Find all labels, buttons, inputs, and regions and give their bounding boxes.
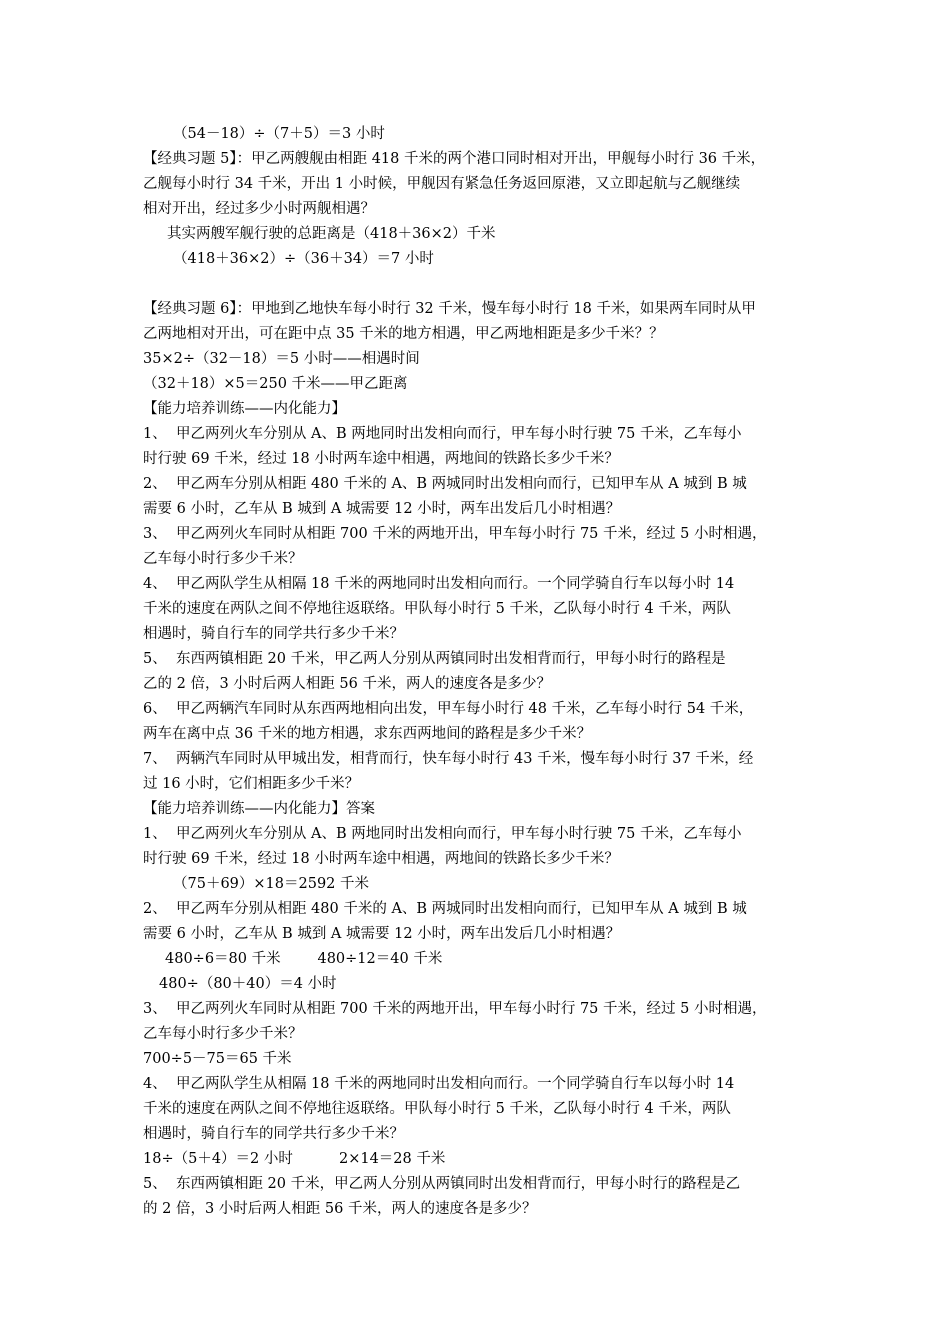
text-line: 4、 甲乙两队学生从相隔 18 千米的两地同时出发相向而行。一个同学骑自行车以每小时 14	[143, 1076, 735, 1092]
text-line: 千米的速度在两队之间不停地往返联络。甲队每小时行 5 千米，乙队每小时行 4 千米，两队	[143, 601, 731, 617]
text-line: 时行驶 69 千米，经过 18 小时两车途中相遇，两地间的铁路长多少千米？	[143, 851, 619, 867]
text-line: 乙的 2 倍，3 小时后两人相距 56 千米，两人的速度各是多少？	[143, 676, 551, 692]
text-line: 6、 甲乙两辆汽车同时从东西两地相向出发，甲车每小时行 48 千米，乙车每小时行 54 千米，	[143, 701, 754, 717]
text-line: 的 2 倍，3 小时后两人相距 56 千米，两人的速度各是多少？	[143, 1201, 537, 1217]
text-line: 需要 6 小时，乙车从 B 城到 A 城需要 12 小时，两车出发后几小时相遇？	[143, 926, 621, 942]
text-line: 其实两艘军舰行驶的总距离是（418＋36×2）千米	[167, 226, 496, 242]
text-line: 3、 甲乙两列火车同时从相距 700 千米的两地开出，甲车每小时行 75 千米，经过 5 小时相遇，	[143, 526, 767, 542]
text-line: 【经典习题 5】：甲乙两艘舰由相距 418 千米的两个港口同时相对开出，甲舰每小时行 36 千米，	[143, 151, 766, 167]
text-line: 需要 6 小时，乙车从 B 城到 A 城需要 12 小时，两车出发后几小时相遇？	[143, 501, 621, 517]
text-line: 35×2÷（32－18）＝5 小时——相遇时间	[143, 351, 420, 367]
text-line: （54－18）÷（7＋5）＝3 小时	[173, 126, 385, 142]
text-line: 相遇时，骑自行车的同学共行多少千米？	[143, 1126, 404, 1142]
text-line: （75＋69）×18＝2592 千米	[173, 876, 370, 892]
text-line: 480÷6＝80 千米 480÷12＝40 千米	[165, 951, 443, 967]
text-line: 2、 甲乙两车分别从相距 480 千米的 A、B 两城同时出发相向而行，已知甲车从 A 城到 B 城	[143, 901, 747, 917]
text-line: 乙舰每小时行 34 千米，开出 1 小时候，甲舰因有紧急任务返回原港，又立即起航与乙舰继续	[143, 176, 741, 192]
text-line: 2、 甲乙两车分别从相距 480 千米的 A、B 两城同时出发相向而行，已知甲车从 A 城到 B 城	[143, 476, 747, 492]
text-line: （32＋18）×5＝250 千米——甲乙距离	[143, 376, 408, 392]
text-line: （418＋36×2）÷（36＋34）＝7 小时	[173, 251, 434, 267]
document-page	[143, 122, 813, 1222]
text-line: 4、 甲乙两队学生从相隔 18 千米的两地同时出发相向而行。一个同学骑自行车以每小时 14	[143, 576, 735, 592]
text-line: 【能力培养训练——内化能力】答案	[143, 801, 375, 817]
text-line: 千米的速度在两队之间不停地往返联络。甲队每小时行 5 千米，乙队每小时行 4 千米，两队	[143, 1101, 731, 1117]
text-line: 3、 甲乙两列火车同时从相距 700 千米的两地开出，甲车每小时行 75 千米，经过 5 小时相遇，	[143, 1001, 767, 1017]
text-line: 【能力培养训练——内化能力】	[143, 401, 346, 417]
text-line: 过 16 小时，它们相距多少千米？	[143, 776, 360, 792]
text-line: 480÷（80＋40）＝4 小时	[159, 976, 337, 992]
text-line: 1、 甲乙两列火车分别从 A、B 两地同时出发相向而行，甲车每小时行驶 75 千米，乙车每小	[143, 426, 742, 442]
text-line: 乙两地相对开出，可在距中点 35 千米的地方相遇，甲乙两地相距是多少千米？？	[143, 326, 664, 342]
text-line: 相遇时，骑自行车的同学共行多少千米？	[143, 626, 404, 642]
text-line: 5、 东西两镇相距 20 千米，甲乙两人分别从两镇同时出发相背而行，甲每小时行的路程是乙	[143, 1176, 741, 1192]
blank-line	[143, 272, 813, 297]
text-line: 【经典习题 6】：甲地到乙地快车每小时行 32 千米，慢车每小时行 18 千米，如果两车同时从甲	[143, 301, 756, 317]
text-line: 1、 甲乙两列火车分别从 A、B 两地同时出发相向而行，甲车每小时行驶 75 千米，乙车每小	[143, 826, 742, 842]
text-line: 时行驶 69 千米，经过 18 小时两车途中相遇，两地间的铁路长多少千米？	[143, 451, 619, 467]
text-line: 相对开出，经过多少小时两舰相遇？	[143, 201, 375, 217]
text-line: 乙车每小时行多少千米？	[143, 551, 303, 567]
text-line: 5、 东西两镇相距 20 千米，甲乙两人分别从两镇同时出发相背而行，甲每小时行的路程是	[143, 651, 726, 667]
text-line: 7、 两辆汽车同时从甲城出发，相背而行，快车每小时行 43 千米，慢车每小时行 37 千米，经	[143, 751, 754, 767]
text-line: 乙车每小时行多少千米？	[143, 1026, 303, 1042]
text-line: 18÷（5＋4）＝2 小时 2×14＝28 千米	[143, 1151, 446, 1167]
text-line: 700÷5－75＝65 千米	[143, 1051, 292, 1067]
text-line: 两车在离中点 36 千米的地方相遇，求东西两地间的路程是多少千米？	[143, 726, 592, 742]
